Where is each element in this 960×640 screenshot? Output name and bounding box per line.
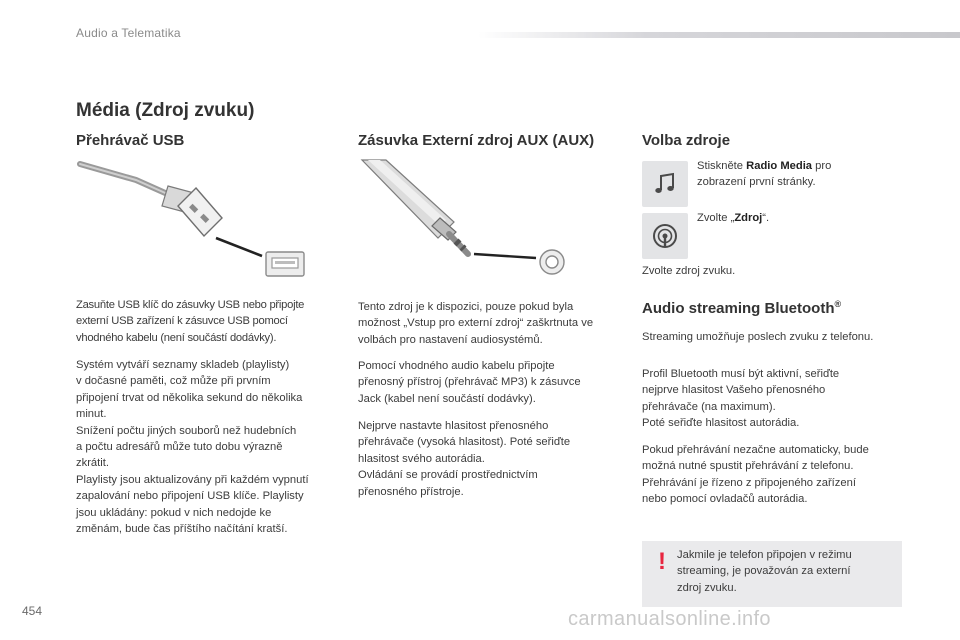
source-step-2 (697, 210, 897, 226)
bluetooth-heading (642, 299, 841, 317)
aux-paragraph-2 (358, 358, 633, 407)
text-line: volbách pro nastavení audiosystémů. (358, 333, 543, 346)
text-line: Poté seřiďte hlasitost autorádia. (642, 417, 800, 430)
text-line: přehrávače (na maximum). (642, 400, 776, 413)
watermark: carmanualsonline.info (568, 608, 771, 630)
text-line: v dočasné paměti, což může při prvním (76, 375, 271, 388)
text-line: změnám, bude čas příštího načítání kratší. (76, 523, 288, 536)
aux-heading: Zásuvka Externí zdroj AUX (AUX) (358, 132, 595, 149)
text-line: jsou ukládány: pokud v nich nedojde ke (76, 506, 272, 519)
zdroj-label: Zdroj (734, 212, 763, 224)
registered-mark: ® (834, 299, 842, 309)
warning-text (677, 547, 897, 596)
bluetooth-paragraph-2 (642, 366, 922, 432)
text-line: Jack (kabel není součástí dodávky). (358, 392, 536, 405)
text-line: přenosný přístroj (přehrávač MP3) k zásuvce (358, 376, 581, 389)
bluetooth-heading-text: Audio streaming Bluetooth (642, 300, 835, 317)
source-heading: Volba zdroje (642, 132, 731, 149)
text-line: Pokud přehrávání nezačne automaticky, bude (642, 444, 869, 456)
radio-media-label: Radio Media (746, 160, 813, 172)
bluetooth-paragraph-3 (642, 442, 922, 508)
step-text: “. (762, 212, 770, 224)
text-line: Profil Bluetooth musí být aktivní, seřiďte (642, 368, 840, 380)
text-line: nebo pomocí ovladačů autorádia. (642, 493, 808, 506)
text-line: minut. (76, 408, 107, 421)
text-line: Nejprve nastavte hlasitost přenosného (358, 420, 549, 432)
usb-paragraph-2 (76, 357, 351, 537)
text-line: Tento zdroj je k dispozici, pouze pokud byla (358, 301, 574, 313)
text-line: zkrátit. (76, 457, 109, 470)
step-text: pro (812, 160, 832, 172)
text-line: vhodného kabelu (není součástí dodávky). (76, 331, 277, 344)
aux-paragraph-1 (358, 299, 633, 348)
text-line: připojení trvat od několika sekund do několika (76, 391, 303, 404)
step-text: Stiskněte (697, 160, 747, 172)
page-title: Média (Zdroj zvuku) (76, 100, 255, 121)
jack-plug-illustration (356, 158, 586, 282)
running-head: Audio a Telematika (76, 26, 181, 40)
text-line: zdroj zvuku. (677, 581, 737, 594)
usb-heading: Přehrávač USB (76, 132, 185, 149)
warning-icon: ! (658, 548, 666, 575)
step-text: Zvolte „ (697, 212, 735, 224)
source-select-icon[interactable] (642, 213, 688, 259)
aux-paragraph-3 (358, 418, 633, 500)
source-step-3: Zvolte zdroj zvuku. (642, 265, 736, 277)
text-line: Přehrávání je řízeno z připojeného zařízení (642, 476, 856, 489)
text-line: Snížení počtu jiných souborů než hudebních (76, 424, 297, 437)
text-line: Zasuňte USB klíč do zásuvky USB nebo připojte (76, 299, 305, 311)
text-line (697, 210, 897, 226)
text-line: zapalování nebo připojení USB klíče. Playlisty (76, 490, 304, 503)
text-line: přehrávače (vysoká hlasitost). Poté seřiďte (358, 436, 571, 449)
text-line: Jakmile je telefon připojen v režimu (677, 549, 852, 561)
source-step-1 (697, 158, 897, 191)
text-line: Pomocí vhodného audio kabelu připojte (358, 360, 555, 372)
text-line: nejprve hlasitost Vašeho přenosného (642, 384, 826, 397)
page-number: 454 (22, 604, 43, 618)
text-line: možná nutné spustit přehrávání z telefonu. (642, 460, 854, 473)
text-line: Ovládání se provádí prostřednictvím (358, 469, 538, 482)
text-line: zobrazení první stránky. (697, 176, 816, 189)
text-line: a počtu adresářů může tuto dobu výrazně (76, 441, 283, 454)
text-line: možnost „Vstup pro externí zdroj“ zaškrtnuta ve (358, 317, 594, 330)
text-line: externí USB zařízení k zásuvce USB pomocí (76, 315, 288, 328)
text-line: Playlisty jsou aktualizovány při každém vypnutí (76, 473, 309, 486)
music-note-icon[interactable] (642, 161, 688, 207)
header-rule (478, 32, 960, 38)
text-line: přenosného přístroje. (358, 485, 464, 498)
text-line: hlasitost svého autorádia. (358, 452, 485, 465)
text-line (697, 158, 897, 174)
usb-paragraph-1 (76, 297, 346, 346)
text-line: Systém vytváří seznamy skladeb (playlisty) (76, 359, 290, 371)
bluetooth-paragraph-1: Streaming umožňuje poslech zvuku z telefonu. (642, 331, 874, 343)
text-line: streaming, je považován za externí (677, 565, 851, 578)
usb-plug-illustration (76, 158, 316, 282)
